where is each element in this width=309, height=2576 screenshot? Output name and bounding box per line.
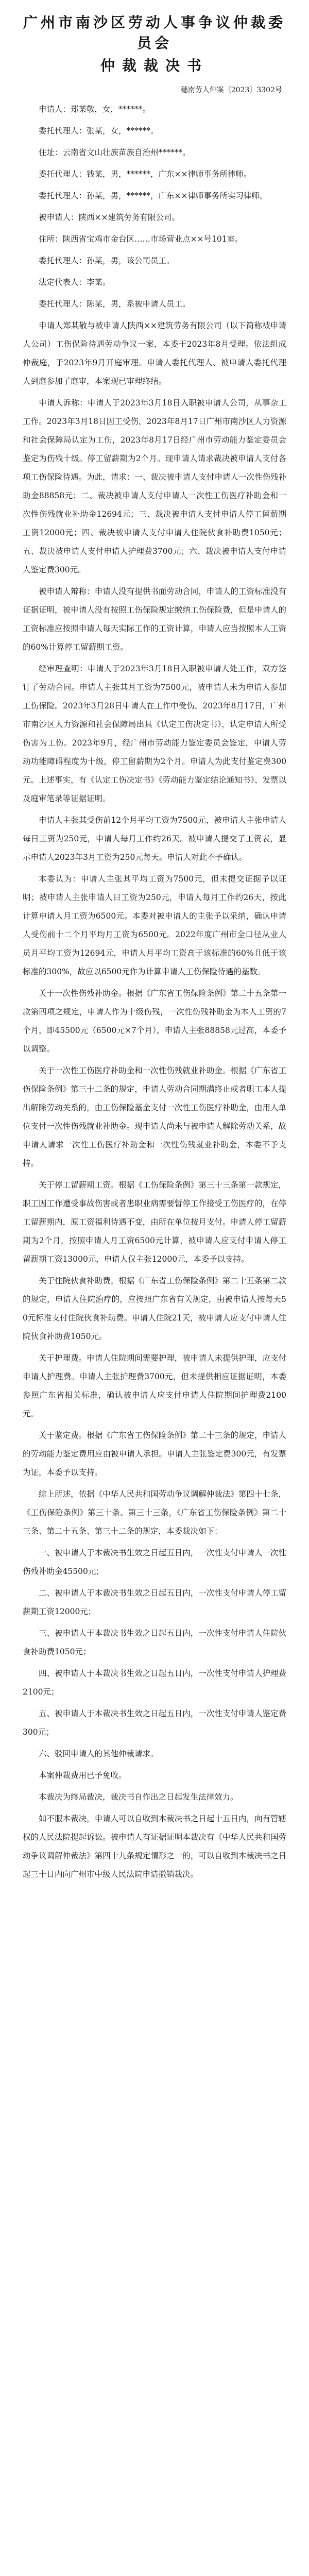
body-paragraph: 申请人诉称：申请人于2023年3月18日入职被申请人公司，从事杂工工作。2023年3月18日因工受伤，2023年8月17日广州市南沙区人力资源和社会保障局认定为工伤，2023年8月17日经广州市劳动能力鉴定委员会鉴定为伤残十级。停工留薪期为2个月。现申请人请求裁决被申请人支付各项工伤保险待遇。为此，请求：一、裁决被申请人支付申请人一次性伤残补助金88858元；二、裁决被申请人支付申请人一次性工伤医疗补助金和一次性伤残就业补助金12694元；三、裁决被申请人支付申请人停工留薪期工资12000元；四、裁决被申请人支付申请人住院伙食补助费1050元；五、裁决被申请人支付申请人护理费3700元；六、裁决被申请人支付申请人鉴定费300元。 <box>23 398 286 574</box>
ruling-heading: 综上所述，依据《中华人民共和国劳动争议调解仲裁法》第四十七条，《工伤保险条例》第三十条、第三十三条，《广东省工伤保险条例》第二十三条、第二十五条、第三十二条的规定，本委裁决如下： <box>23 1489 286 1536</box>
ruling-item: 二、被申请人于本裁决书生效之日起五日内，一次性支付申请人停工留薪期工资12000元； <box>23 1588 286 1616</box>
party-line: 申请人：郑某敬，女，******。 <box>39 105 151 114</box>
party-line: 被申请人：陕西××建筑劳务有限公司。 <box>39 213 180 222</box>
body-section <box>23 316 286 1482</box>
ruling-item: 一、被申请人于本裁决书生效之日起五日内，一次性支付申请人一次性伤残补助金45500元； <box>23 1548 286 1576</box>
body-paragraph: 本委认为：申请人主张其平均工资为7500元，但未提交证据予以证明；被申请人主张申请人日工资为250元，申请人每月工作约26天，按此计算申请人月工资为6500元。本委对被申请人的主张予以采纳，确认申请人受伤前十二个月平均月工资为6500元。2022年度广州市全口径从业人员月平均工资为12694元，申请人月平均工资高于该标准的60%且低于该标准的300%，故应以6500元作为计算申请人工伤保险待遇的基数。 <box>23 874 286 976</box>
party-line: 委托代理人：孙某，男，该公司员工。 <box>39 256 175 265</box>
body-paragraph: 经审理查明：申请人于2023年3月18日入职被申请人处工作，双方签订了劳动合同。申请人主张其月工资为7500元，被申请人未为申请人参加工伤保险。2023年3月28日申请人在工作中受伤。2023年8月17日，广州市南沙区人力资源和社会保障局出具《认定工伤决定书》，认定申请人所受伤害为工伤。2023年9月，经广州市劳动能力鉴定委员会鉴定，申请人劳动功能障碍程度为十级，停工留薪期为2个月。申请人为此支付鉴定费300元。上述事实，有《认定工伤决定书》《劳动能力鉴定结论通知书》、发票以及庭审笔录等证据证明。 <box>23 664 286 803</box>
closing-paragraph: 本裁决为终局裁决，裁决书自作出之日起发生法律效力。 <box>39 1792 238 1802</box>
party-line: 委托代理人：陈某，男，系被申请人员工。 <box>39 299 191 309</box>
party-line: 住所：陕西省宝鸡市金台区……市场营业点××号101室。 <box>39 234 243 244</box>
closing-paragraph: 本案仲裁费用已予免收。 <box>39 1771 127 1780</box>
body-paragraph: 申请人郑某敬与被申请人陕西××建筑劳务有限公司（以下简称被申请人公司）工伤保险待遇劳动争议一案，本委于2023年8月受理。依法组成仲裁庭，于2023年9月开庭审理。申请人委托代理人、被申请人委托代理人到庭参加了庭审，本案现已审理终结。 <box>23 321 286 386</box>
ruling-section <box>23 1485 286 1763</box>
body-paragraph: 申请人主张其受伤前12个月平均工资为7500元，被申请人主张申请人每日工资为250元，申请人每月工作约26天。被申请人提交了工资表，显示申请人2023年3月工资为250元每天。申请人对此不予确认。 <box>23 816 286 862</box>
ruling-item: 四、被申请人于本裁决书生效之日起五日内，一次性支付申请人护理费2100元； <box>23 1669 286 1697</box>
body-paragraph: 关于住院伙食补助费。根据《广东省工伤保险条例》第二十五条第二款的规定，申请人住院治疗的，应按照广东省有关规定，由被申请人按每天50元标准支付住院伙食补助费。申请人住院21天，被申请人应支付申请人住院伙食补助费1050元。 <box>23 1276 286 1341</box>
body-paragraph: 关于一次性工伤医疗补助金和一次性伤残就业补助金。根据《广东省工伤保险条例》第三十二条的规定，申请人劳动合同期满终止或者职工本人提出解除劳动关系的，由工伤保险基金支付一次性工伤医疗补助金，由用人单位支付一次性伤残就业补助金。现申请人尚未与被申请人解除劳动关系，故申请人请求一次性工伤医疗补助金和一次性伤残就业补助金，本委不予支持。 <box>23 1066 286 1168</box>
body-paragraph: 被申请人辩称：申请人没有提供书面劳动合同，申请人的工资标准没有证据证明，被申请人没有按照工伤保险规定缴纳工伤保险费，但是申请人的工资标准应按照申请人每天实际工作的工资计算，申请人应当按照本人工资的60%计算停工留薪期工资。 <box>23 587 286 652</box>
party-line: 法定代表人：李某。 <box>39 278 111 287</box>
document-type-title: 仲裁裁决书 <box>100 57 209 74</box>
party-line: 委托代理人：钱某，男，******，广东××律师事务所律师。 <box>39 170 252 179</box>
body-paragraph: 关于护理费。申请人住院期间需要护理，被申请人未提供护理，应支付申请人护理费。申请人主张护理费3700元，但未提供相应证据证明，本委参照广东省相关标准，确认被申请人应支付申请人住院期间护理费2100元。 <box>23 1353 286 1418</box>
closing-section <box>23 1766 286 1884</box>
party-line: 委托代理人：张某，女，******。 <box>39 126 159 135</box>
body-paragraph: 关于一次性伤残补助金。根据《广东省工伤保险条例》第二十五条第一款第四项之规定，申请人作为十级伤残，一次性伤残补助金为本人工资的7个月，即45500元（6500元×7个月），申请人主张88858元过高，本委予以调整。 <box>23 989 286 1054</box>
body-paragraph: 关于鉴定费。根据《广东省工伤保险条例》第二十三条的规定，申请人的劳动能力鉴定费用应由被申请人承担。申请人主张鉴定费300元，有发票为证，本委予以支持。 <box>23 1431 286 1477</box>
issuing-authority-title: 广州市南沙区劳动人事争议仲裁委员会 <box>23 14 286 52</box>
ruling-item: 六、驳回申请人的其他仲裁请求。 <box>39 1749 159 1758</box>
party-line: 住址：云南省文山壮族苗族自治州******。 <box>39 148 191 157</box>
ruling-item: 三、被申请人于本裁决书生效之日起五日内，一次性支付申请人住院伙食补助费1050元； <box>23 1629 286 1656</box>
ruling-item: 五、被申请人于本裁决书生效之日起五日内，一次性支付申请人鉴定费300元； <box>23 1709 286 1737</box>
body-paragraph: 关于停工留薪期工资。根据《工伤保险条例》第三十三条第一款规定，职工因工作遭受事故伤害或者患职业病需要暂停工作接受工伤医疗的，在停工留薪期内，原工资福利待遇不变，由所在单位按月支付。申请人停工留薪期为2个月，按照申请人月工资6500元计算，被申请人应支付申请人停工留薪期工资13000元，申请人仅主张12000元，本委予以支持。 <box>23 1180 286 1264</box>
case-number: 穗南劳人仲案〔2023〕3302号 <box>180 86 282 94</box>
party-line: 委托代理人：孙某，男，******，广东××律师事务所实习律师。 <box>39 191 268 200</box>
closing-paragraph: 如不服本裁决，申请人可以自收到本裁决书之日起十五日内，向有管辖权的人民法院提起诉讼。被申请人有证据证明本裁决有《中华人民共和国劳动争议调解仲裁法》第四十九条规定情形之一的，可以自收到本裁决书之日起三十日内向广州市中级人民法院申请撤销裁决。 <box>23 1814 286 1879</box>
parties-section <box>23 100 286 313</box>
